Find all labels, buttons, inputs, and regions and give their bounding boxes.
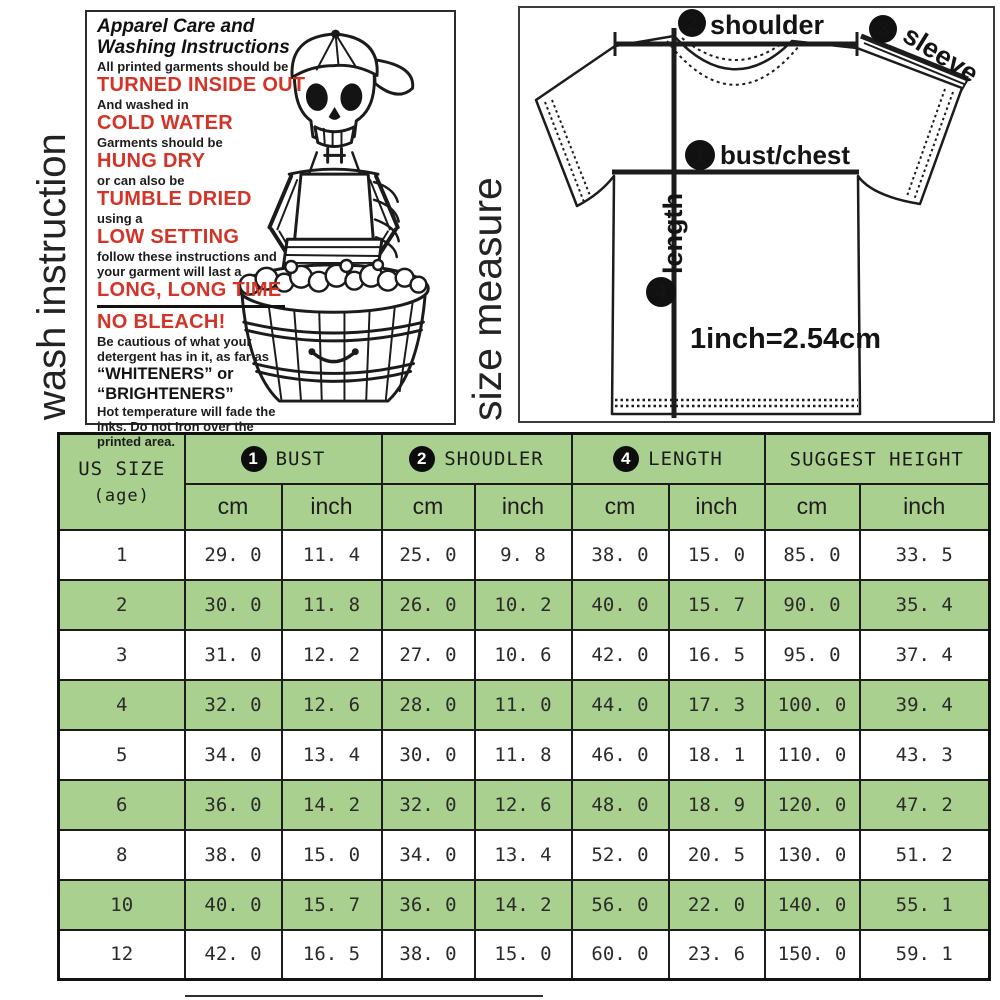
- value-cell: 13. 4: [475, 830, 572, 880]
- value-cell: 32. 0: [185, 680, 282, 730]
- size-row-8: [59, 830, 990, 880]
- height-inch-header: inch: [860, 484, 990, 530]
- value-cell: 150. 0: [765, 930, 860, 980]
- value-cell: 14. 2: [282, 780, 382, 830]
- value-cell: 44. 0: [572, 680, 669, 730]
- care-text-column: [97, 17, 325, 449]
- tshirt-outline: [536, 36, 962, 414]
- value-cell: 38. 0: [572, 530, 669, 580]
- value-cell: 42. 0: [572, 630, 669, 680]
- value-cell: 22. 0: [669, 880, 765, 930]
- size-row-10: [59, 880, 990, 930]
- care-line: follow these instructions and: [97, 248, 277, 264]
- svg-text:4: 4: [655, 281, 667, 304]
- care-line: using a: [97, 210, 143, 226]
- size-row-5: [59, 730, 990, 780]
- value-cell: 23. 6: [669, 930, 765, 980]
- value-cell: 32. 0: [382, 780, 475, 830]
- care-line: TURNED INSIDE OUT: [97, 73, 306, 96]
- value-cell: 16. 5: [282, 930, 382, 980]
- value-cell: 12. 6: [475, 780, 572, 830]
- length-number-icon: 4: [613, 446, 639, 472]
- care-line: or can also be: [97, 172, 185, 188]
- value-cell: 95. 0: [765, 630, 860, 680]
- value-cell: 51. 2: [860, 830, 990, 880]
- value-cell: 11. 8: [282, 580, 382, 630]
- care-line: LOW SETTING: [97, 225, 240, 248]
- value-cell: 55. 1: [860, 880, 990, 930]
- care-title: Apparel Care and Washing Instructions: [97, 16, 290, 58]
- value-cell: 10. 2: [475, 580, 572, 630]
- wash-instruction-panel: [85, 10, 456, 449]
- care-line: NO BLEACH!: [97, 310, 226, 333]
- value-cell: 12. 6: [282, 680, 382, 730]
- care-line: Be cautious of what your: [97, 333, 252, 349]
- length-cm-header: cm: [572, 484, 669, 530]
- care-line: Garments should be: [97, 134, 223, 150]
- value-cell: 110. 0: [765, 730, 860, 780]
- value-cell: 60. 0: [572, 930, 669, 980]
- size-cell: 12: [59, 930, 185, 980]
- size-cell: 8: [59, 830, 185, 880]
- value-cell: 120. 0: [765, 780, 860, 830]
- care-line: HUNG DRY: [97, 149, 206, 172]
- size-row-4: [59, 680, 990, 730]
- bust-label: bust/chest: [720, 140, 851, 170]
- value-cell: 36. 0: [185, 780, 282, 830]
- size-row-3: [59, 630, 990, 680]
- value-cell: 37. 4: [860, 630, 990, 680]
- value-cell: 28. 0: [382, 680, 475, 730]
- tshirt-diagram: [520, 8, 993, 421]
- size-row-12: [59, 930, 990, 980]
- care-line: All printed garments should be: [97, 58, 289, 74]
- value-cell: 39. 4: [860, 680, 990, 730]
- care-line: your garment will last a: [97, 263, 242, 279]
- svg-text:2: 2: [686, 13, 698, 35]
- care-line: detergent has in it, as far as: [97, 348, 269, 364]
- value-cell: 25. 0: [382, 530, 475, 580]
- value-cell: 14. 2: [475, 880, 572, 930]
- care-divider: [97, 305, 285, 308]
- bust-number-icon: 1: [241, 446, 267, 472]
- value-cell: 34. 0: [382, 830, 475, 880]
- svg-text:1: 1: [694, 144, 706, 167]
- value-cell: 35. 4: [860, 580, 990, 630]
- size-cell: 6: [59, 780, 185, 830]
- value-cell: 10. 6: [475, 630, 572, 680]
- care-line: “BRIGHTENERS”: [97, 384, 234, 403]
- value-cell: 34. 0: [185, 730, 282, 780]
- size-chart-table: [57, 432, 991, 981]
- care-line: inks. Do not Iron over the: [97, 418, 254, 434]
- size-row-2: [59, 580, 990, 630]
- sleeve-label: sleeve: [897, 19, 984, 89]
- care-line: LONG, LONG TIME: [97, 278, 282, 301]
- care-line: TUMBLE DRIED: [97, 187, 252, 210]
- value-cell: 43. 3: [860, 730, 990, 780]
- value-cell: 15. 7: [282, 880, 382, 930]
- value-cell: 26. 0: [382, 580, 475, 630]
- height-group-header: SUGGEST HEIGHT: [765, 434, 990, 484]
- care-line: “WHITENERS” or: [97, 364, 234, 383]
- cap-brim: [374, 60, 413, 94]
- height-cm-header: cm: [765, 484, 860, 530]
- care-line: printed area.: [97, 433, 176, 449]
- value-cell: 15. 0: [475, 930, 572, 980]
- value-cell: 85. 0: [765, 530, 860, 580]
- value-cell: 17. 3: [669, 680, 765, 730]
- value-cell: 15. 0: [282, 830, 382, 880]
- value-cell: 42. 0: [185, 930, 282, 980]
- svg-text:3: 3: [877, 19, 889, 41]
- us-size-header: US SIZE (age): [59, 434, 185, 530]
- value-cell: 11. 0: [475, 680, 572, 730]
- value-cell: 27. 0: [382, 630, 475, 680]
- length-group-header: 4 LENGTH: [572, 434, 765, 484]
- care-line: And washed in: [97, 96, 189, 112]
- bottom-crop-line: [185, 995, 543, 997]
- value-cell: 100. 0: [765, 680, 860, 730]
- value-cell: 36. 0: [382, 880, 475, 930]
- shoulder-inch-header: inch: [475, 484, 572, 530]
- size-row-6: [59, 780, 990, 830]
- care-instruction-lines: [97, 59, 325, 449]
- size-cell: 10: [59, 880, 185, 930]
- value-cell: 30. 0: [382, 730, 475, 780]
- inch-cm-conversion: 1inch=2.54cm: [690, 323, 882, 355]
- value-cell: 33. 5: [860, 530, 990, 580]
- value-cell: 13. 4: [282, 730, 382, 780]
- bust-cm-header: cm: [185, 484, 282, 530]
- value-cell: 52. 0: [572, 830, 669, 880]
- value-cell: 16. 5: [669, 630, 765, 680]
- care-line: Hot temperature will fade the: [97, 403, 276, 419]
- size-cell: 3: [59, 630, 185, 680]
- bust-group-header: 1 BUST: [185, 434, 382, 484]
- care-line: COLD WATER: [97, 111, 233, 134]
- size-measure-panel: [518, 6, 995, 423]
- shoulder-label: shoulder: [710, 10, 825, 40]
- value-cell: 47. 2: [860, 780, 990, 830]
- value-cell: 40. 0: [185, 880, 282, 930]
- bust-inch-header: inch: [282, 484, 382, 530]
- value-cell: 90. 0: [765, 580, 860, 630]
- length-label: length: [658, 193, 688, 274]
- value-cell: 12. 2: [282, 630, 382, 680]
- size-measure-vertical-label: size measure: [464, 177, 510, 421]
- value-cell: 130. 0: [765, 830, 860, 880]
- value-cell: 38. 0: [185, 830, 282, 880]
- size-cell: 2: [59, 580, 185, 630]
- length-inch-header: inch: [669, 484, 765, 530]
- value-cell: 11. 8: [475, 730, 572, 780]
- value-cell: 31. 0: [185, 630, 282, 680]
- size-row-1: [59, 530, 990, 580]
- value-cell: 40. 0: [572, 580, 669, 630]
- shoulder-number-icon: 2: [409, 446, 435, 472]
- size-cell: 5: [59, 730, 185, 780]
- value-cell: 59. 1: [860, 930, 990, 980]
- value-cell: 18. 9: [669, 780, 765, 830]
- value-cell: 38. 0: [382, 930, 475, 980]
- value-cell: 29. 0: [185, 530, 282, 580]
- shoulder-group-header: 2 SHOUDLER: [382, 434, 572, 484]
- value-cell: 56. 0: [572, 880, 669, 930]
- shoulder-cm-header: cm: [382, 484, 475, 530]
- value-cell: 30. 0: [185, 580, 282, 630]
- size-cell: 1: [59, 530, 185, 580]
- size-cell: 4: [59, 680, 185, 730]
- value-cell: 15. 0: [669, 530, 765, 580]
- wash-instruction-vertical-label: wash instruction: [30, 133, 74, 420]
- value-cell: 18. 1: [669, 730, 765, 780]
- value-cell: 9. 8: [475, 530, 572, 580]
- value-cell: 11. 4: [282, 530, 382, 580]
- value-cell: 20. 5: [669, 830, 765, 880]
- value-cell: 48. 0: [572, 780, 669, 830]
- value-cell: 15. 7: [669, 580, 765, 630]
- value-cell: 140. 0: [765, 880, 860, 930]
- value-cell: 46. 0: [572, 730, 669, 780]
